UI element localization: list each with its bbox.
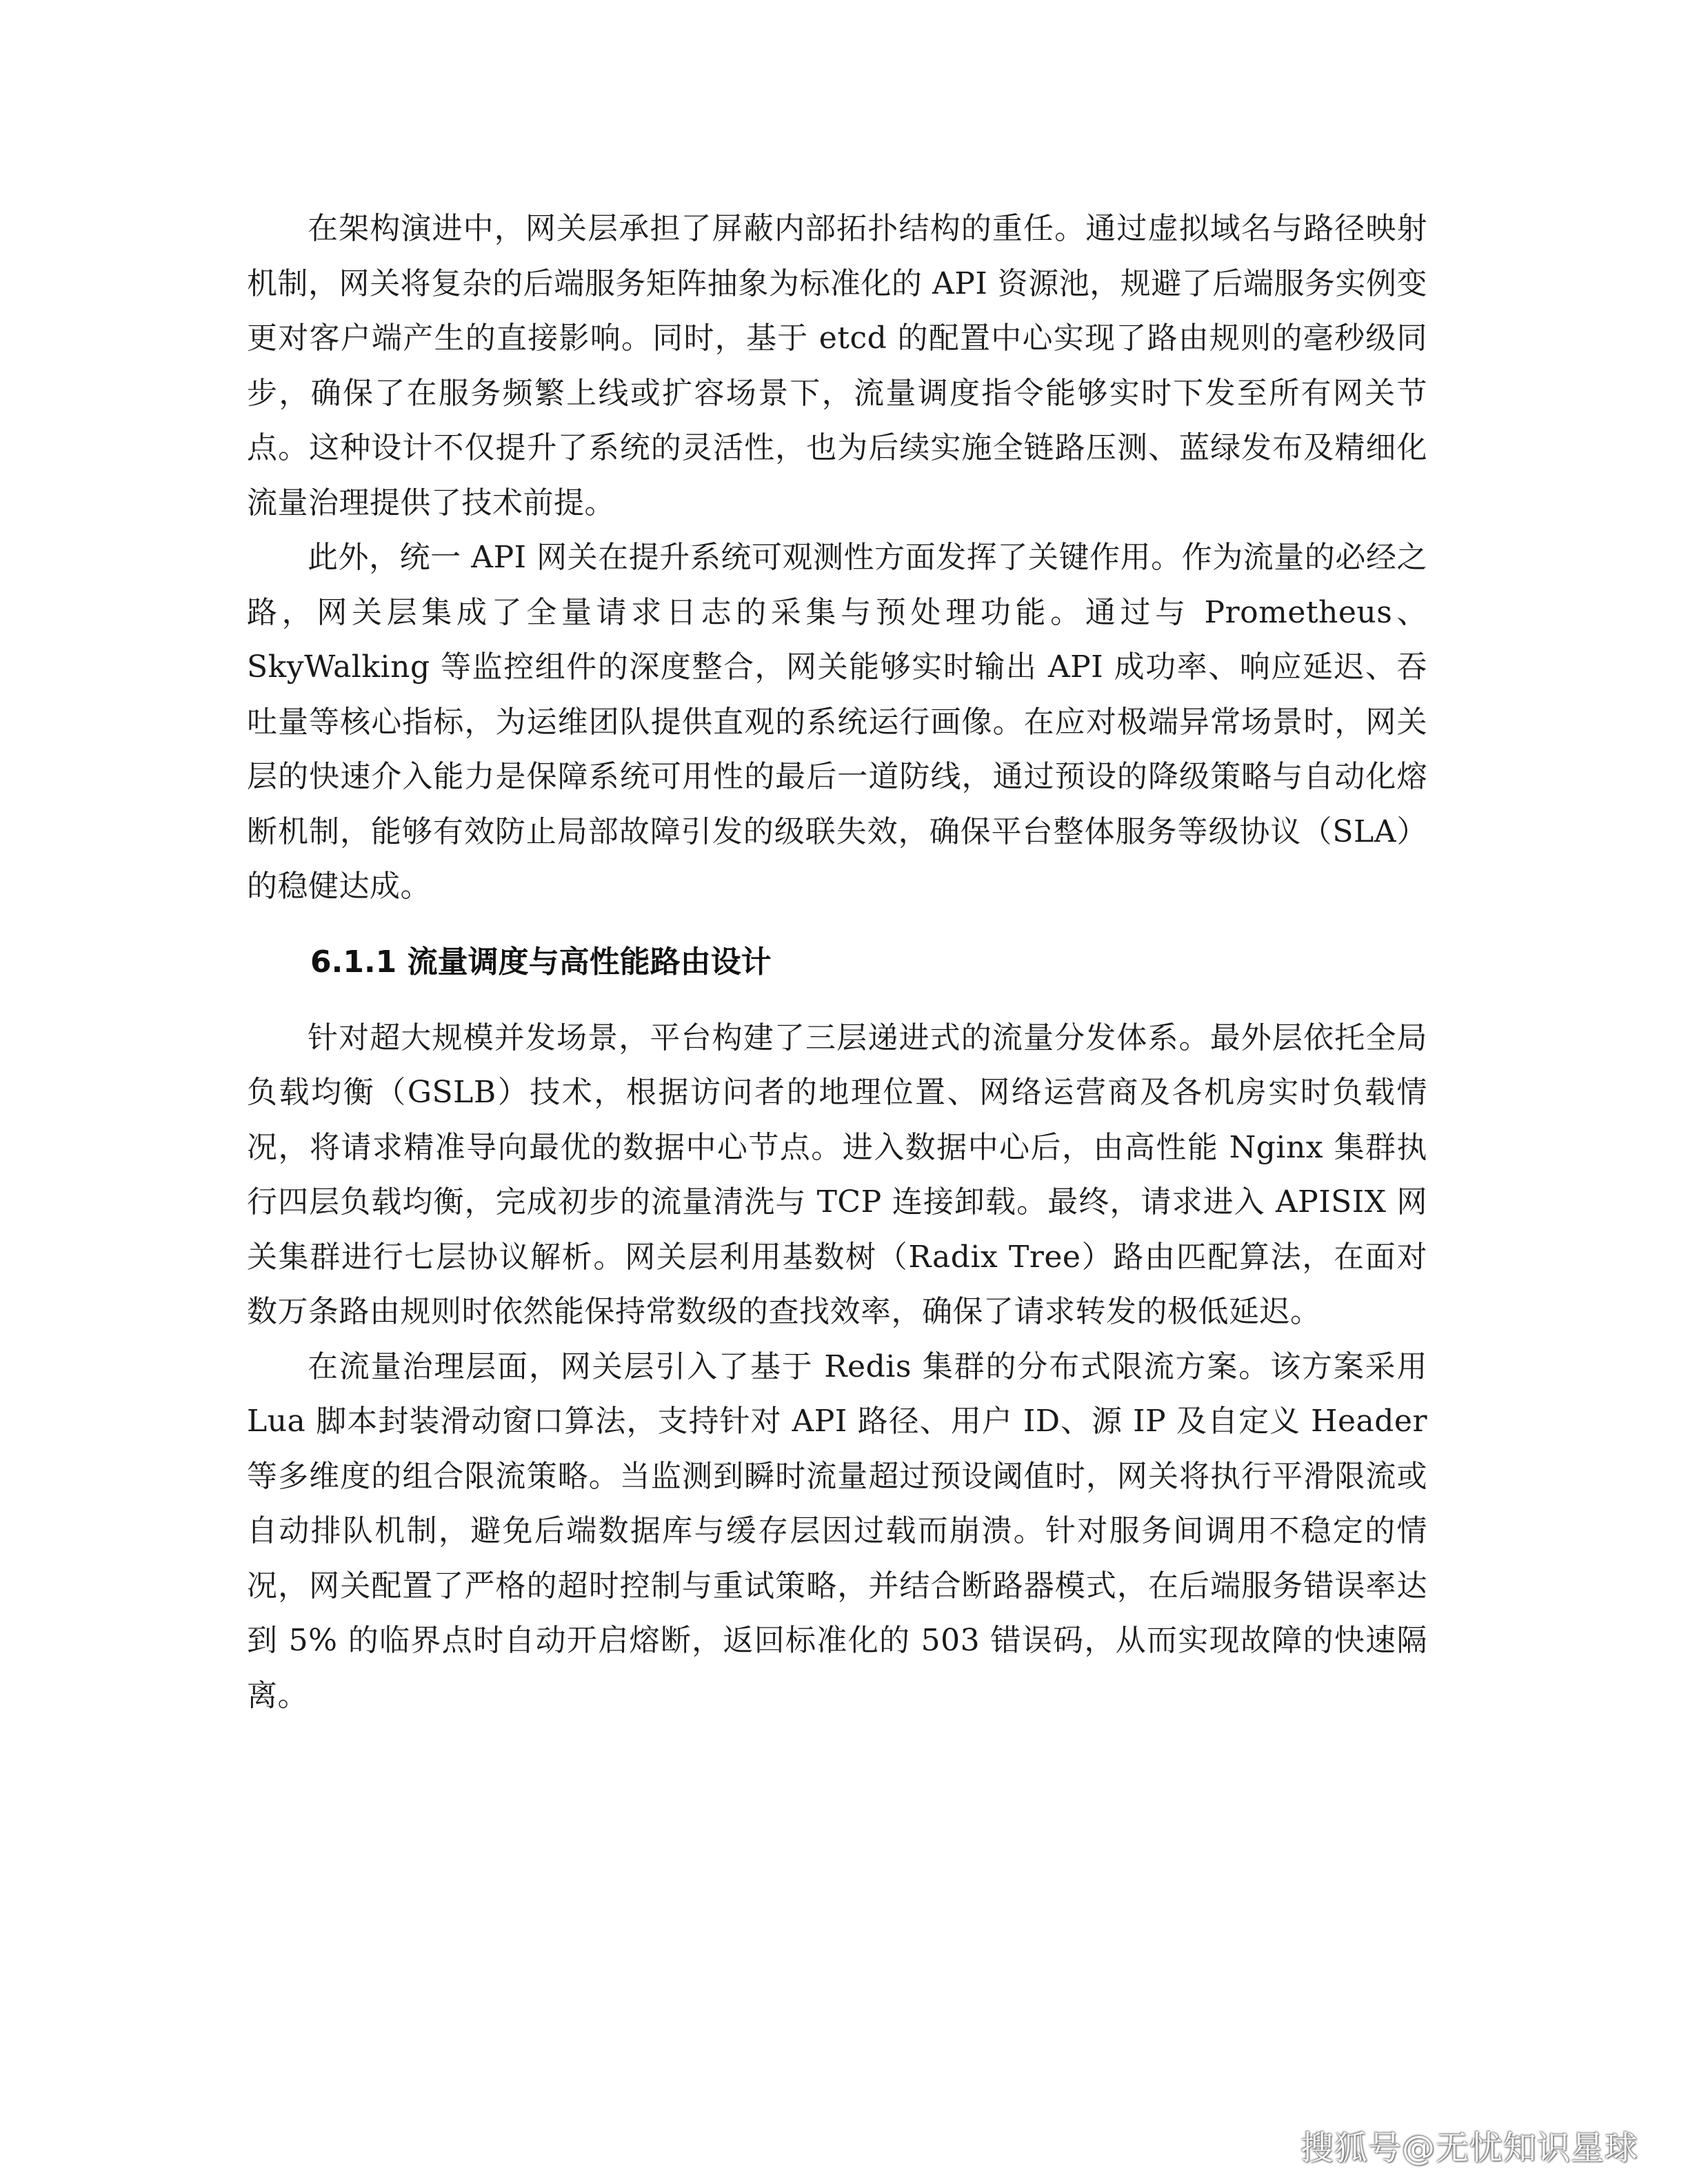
paragraph-observability: 此外，统一 API 网关在提升系统可观测性方面发挥了关键作用。作为流量的必经之路，网关层集成了全量请求日志的采集与预处理功能。通过与 Prometheus、SkyWalking 等监控组件的深度整合，网关能够实时输出 API 成功率、响应延迟、吞吐量等核心指标，为运维团队提供直观的系统运行画像。在应对极端异常场景时，网关层的快速介入能力是保障系统可用性的最后一道防线，通过预设的降级策略与自动化熔断机制，能够有效防止局部故障引发的级联失效，确保平台整体服务等级协议（SLA）的稳健达成。	[247, 540, 1427, 904]
paragraph-traffic-distribution: 针对超大规模并发场景，平台构建了三层递进式的流量分发体系。最外层依托全局负载均衡（GSLB）技术，根据访问者的地理位置、网络运营商及各机房实时负载情况，将请求精准导向最优的数据中心节点。进入数据中心后，由高性能 Nginx 集群执行四层负载均衡，完成初步的流量清洗与 TCP 连接卸载。最终，请求进入 APISIX 网关集群进行七层协议解析。网关层利用基数树（Radix Tree）路由匹配算法，在面对数万条路由规则时依然能保持常数级的查找效率，确保了请求转发的极低延迟。	[247, 1020, 1427, 1329]
paragraph-gateway-architecture: 在架构演进中，网关层承担了屏蔽内部拓扑结构的重任。通过虚拟域名与路径映射机制，网关将复杂的后端服务矩阵抽象为标准化的 API 资源池，规避了后端服务实例变更对客户端产生的直接影响。同时，基于 etcd 的配置中心实现了路由规则的毫秒级同步，确保了在服务频繁上线或扩容场景下，流量调度指令能够实时下发至所有网关节点。这种设计不仅提升了系统的灵活性，也为后续实施全链路压测、蓝绿发布及精细化流量治理提供了技术前提。	[247, 211, 1427, 520]
section-heading: 6.1.1 流量调度与高性能路由设计	[310, 944, 772, 980]
paragraph-rate-limiting: 在流量治理层面，网关层引入了基于 Redis 集群的分布式限流方案。该方案采用 Lua 脚本封装滑动窗口算法，支持针对 API 路径、用户 ID、源 IP 及自定义 Header 等多维度的组合限流策略。当监测到瞬时流量超过预设阈值时，网关将执行平滑限流或自动排队机制，避免后端数据库与缓存层因过载而崩溃。针对服务间调用不稳定的情况，网关配置了严格的超时控制与重试策略，并结合断路器模式，在后端服务错误率达到 5% 的临界点时自动开启熔断，返回标准化的 503 错误码，从而实现故障的快速隔离。	[247, 1348, 1427, 1713]
watermark-text: 搜狐号@无忧知识星球	[1300, 2129, 1638, 2167]
document-page	[247, 201, 1427, 1723]
